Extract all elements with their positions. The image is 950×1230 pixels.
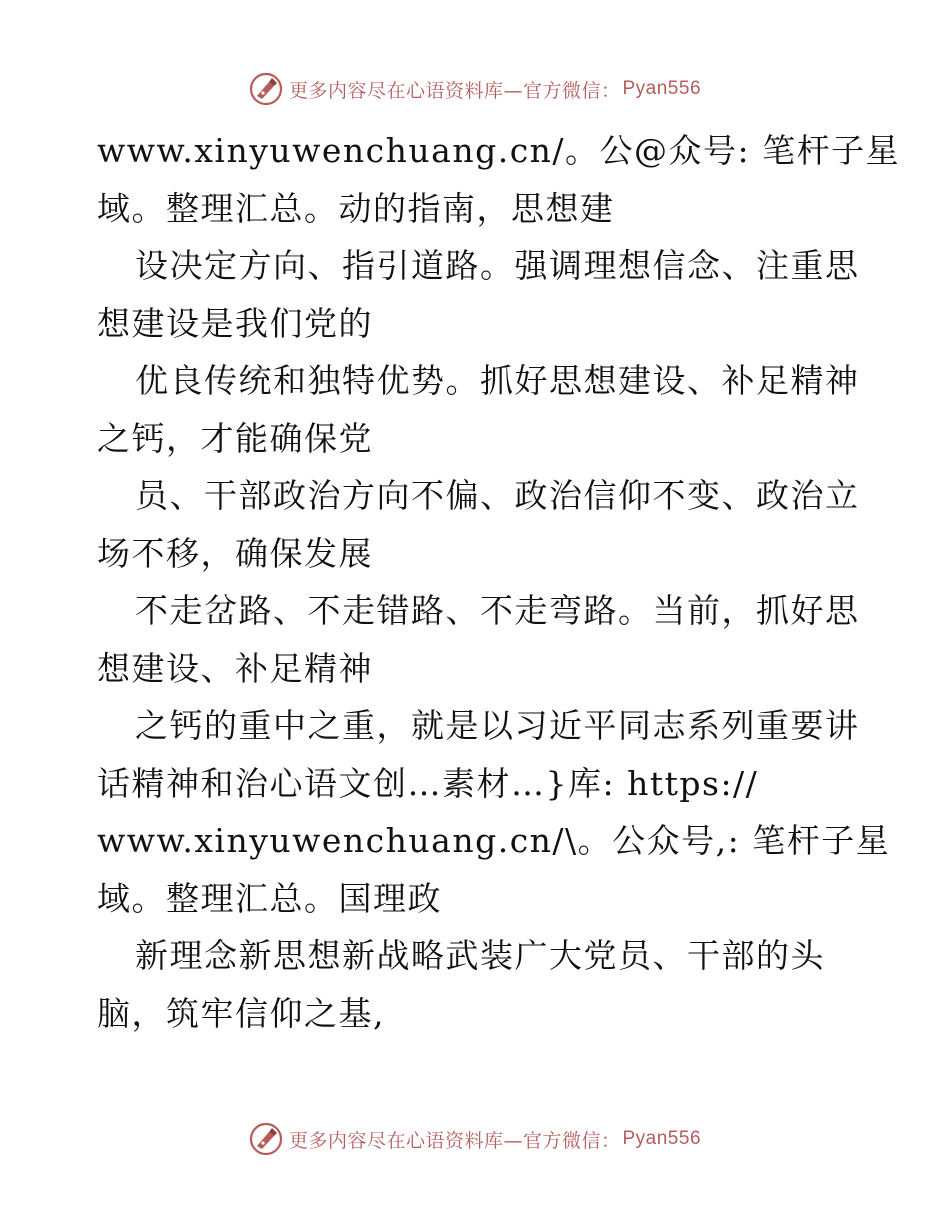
text-line: 想建设是我们党的 (97, 303, 373, 343)
banner-text: 更多内容尽在心语资料库—官方微信： (288, 79, 621, 102)
text-line: 员、干部政治方向不偏、政治信仰不变、政治立 (135, 476, 860, 515)
text-line: 域。整理汇总。动的指南，思想建 (97, 188, 615, 228)
text-line: 脑，筑牢信仰之基, (97, 993, 385, 1033)
pen-nib-logo-icon (249, 72, 283, 106)
text-line: 设决定方向、指引道路。强调理想信念、注重思 (135, 246, 860, 285)
document-body (97, 122, 901, 1042)
text-line: 不走岔路、不走错路、不走弯路。当前，抓好思 (135, 591, 860, 630)
text-line: 场不移，确保发展 (97, 533, 373, 573)
text-line: www.xinyuwenchuang.cn/。公@众号: 笔杆子星 (97, 131, 901, 170)
text-line: 域。整理汇总。国理政 (97, 878, 442, 918)
text-line: 话精神和治心语文创…素材…}库: https:// (97, 763, 759, 803)
footer-watermark-banner (0, 1122, 950, 1156)
banner-text: 更多内容尽在心语资料库—官方微信： (288, 1129, 621, 1152)
text-line: 之钙的重中之重，就是以习近平同志系列重要讲 (135, 706, 860, 745)
text-line: 优良传统和独特优势。抓好思想建设、补足精神 (135, 361, 860, 400)
text-line: 之钙，才能确保党 (97, 418, 373, 458)
banner-wechat-handle: Pyan556 (622, 78, 702, 99)
pen-nib-logo-icon (249, 1122, 283, 1156)
banner-wechat-handle: Pyan556 (622, 1128, 702, 1149)
header-watermark-banner (0, 72, 950, 106)
text-line: 想建设、补足精神 (97, 648, 373, 688)
text-line: www.xinyuwenchuang.cn/\。公众号,: 笔杆子星 (97, 821, 891, 860)
text-line: 新理念新思想新战略武装广大党员、干部的头 (135, 936, 825, 975)
